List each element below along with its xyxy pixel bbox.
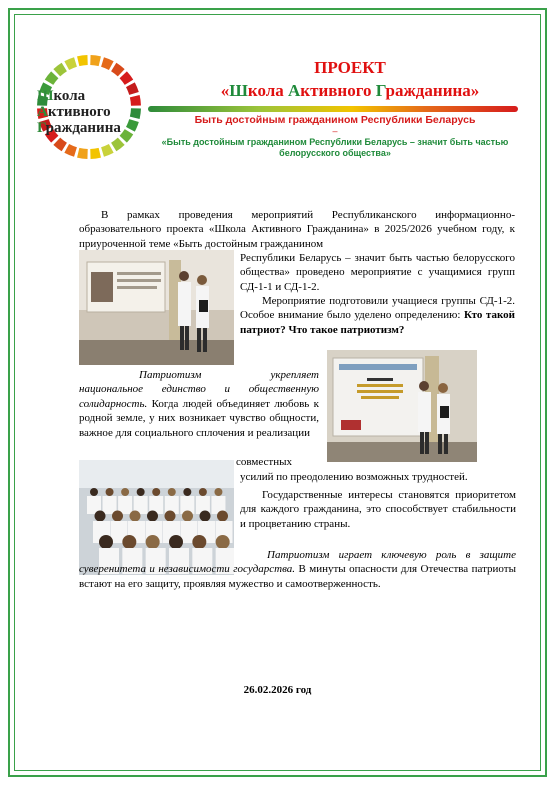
logo-text: Школа Активного Гражданина [37,88,121,136]
slogan-dash: – [332,126,338,136]
paragraph-preparation: Мероприятие подготовили учащиеся группы СД-1-2. Особое внимание было уделено определению: Кто такой патриот? Что такое патриотизм? [240,295,515,336]
paragraph-patriotism-tail-2: усилий по преодолению возможных трудностей. [240,471,468,483]
slogan-quote: «Быть достойным гражданином Республики Беларусь – значит быть частью белорусского общества» [161,137,509,158]
paragraph-state-interests: Государственные интересы становятся приоритетом для каждого гражданина, это способствует стабильности и процветанию страны. [240,489,516,530]
paragraph-sovereignty: Патриотизм играет ключевую роль в защите суверенитета и независимости государства. В минуты опасности для Отечества патриоты встают на его защиту, проявляя мужество и самоотверженность. [79,549,516,590]
project-name: «Школа Активного Гражданина» [220,81,480,100]
paragraph-intro: В рамках проведения мероприятий Республиканского информационно-образовательного проекта «Школа Активного Гражданина» в 2025/2026 учебном году, к приуроченной теме «Быть достойным гражданином [79,209,515,250]
event-photo-presenters [79,250,234,365]
paragraph-intro-continued: Республики Беларусь – значит быть частью белорусского общества» проведено мероприятие с учащимися групп СД-1-1 и СД-1-2. [240,252,515,293]
event-photo-slide [327,350,477,462]
paragraph-patriotism-unity: Патриотизм укрепляет национальное единство и общественную солидарность. Когда людей объединяет любовь к родной земле, у них возникает чувство общности, важное для социального сплочения и реализации [79,369,319,439]
color-divider [148,106,518,112]
project-label: ПРОЕКТ [314,58,386,77]
slogan: Быть достойным гражданином Республики Беларусь [194,114,476,126]
paragraph-patriotism-tail: совместных [236,456,292,468]
document-date: 26.02.2026 год [243,684,312,696]
